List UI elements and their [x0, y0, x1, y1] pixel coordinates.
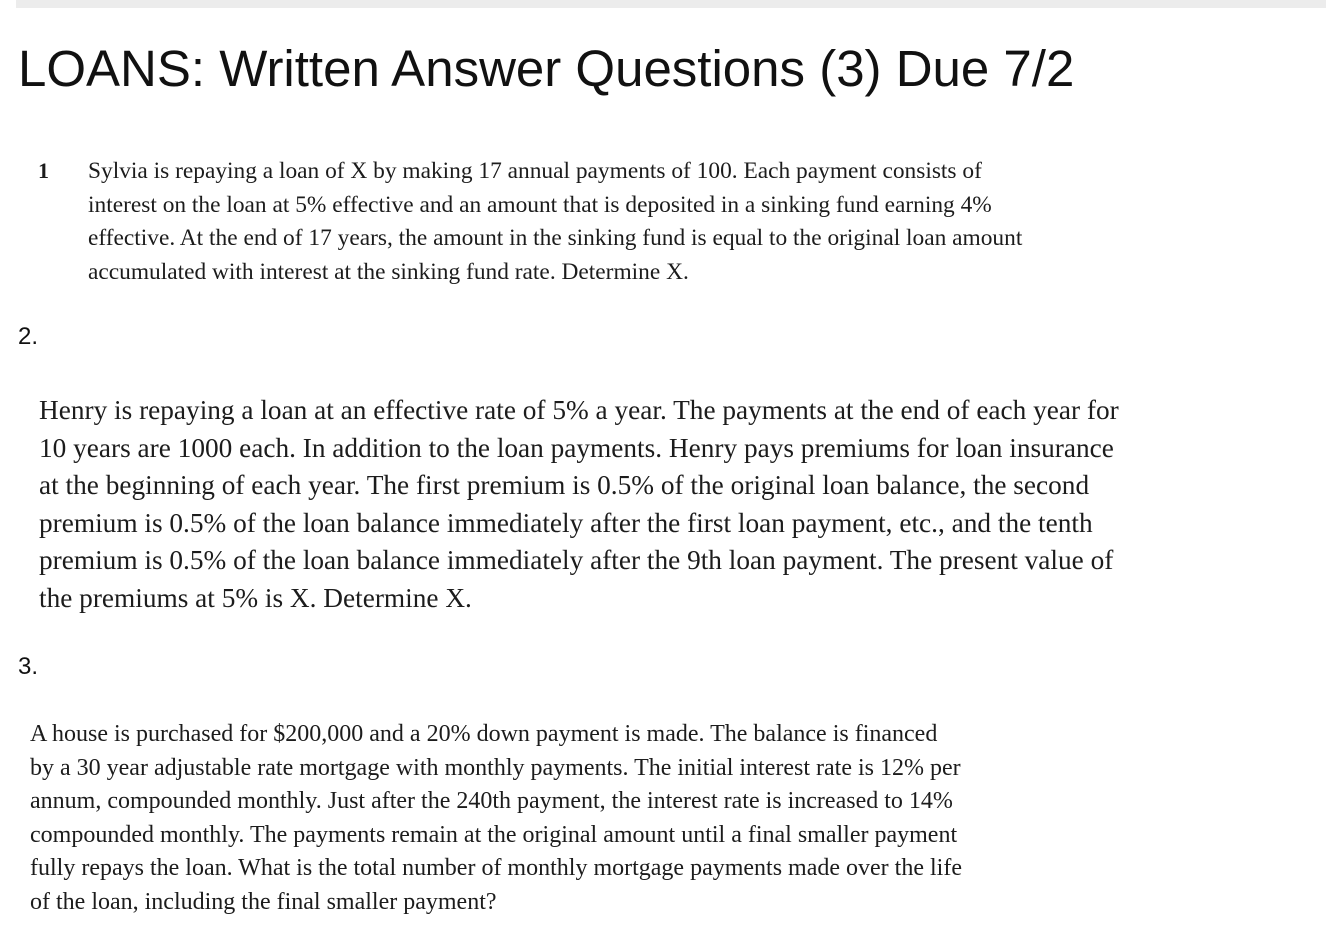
question-2-line: premium is 0.5% of the loan balance immediately after the first loan payment, etc., and the tenth	[39, 507, 1093, 538]
question-3-line: of the loan, including the final smaller payment?	[30, 888, 497, 915]
question-2-line: Henry is repaying a loan at an effective rate of 5% a year. The payments at the end of each year for	[39, 395, 1119, 425]
question-3-line: compounded monthly. The payments remain at the original amount until a final smaller payment	[30, 821, 958, 848]
question-3-line: A house is purchased for $200,000 and a 20% down payment is made. The balance is financed	[30, 721, 938, 747]
question-3-number: 3.	[18, 653, 39, 680]
question-1-text	[88, 155, 1022, 290]
question-3-text	[30, 718, 962, 919]
question-1-line: effective. At the end of 17 years, the amount in the sinking fund is equal to the original loan amount	[88, 225, 1023, 252]
question-3-line: fully repays the loan. What is the total number of monthly mortgage payments made over the life	[30, 855, 962, 881]
top-divider-bar	[16, 0, 1326, 8]
question-2-line: 10 years are 1000 each. In addition to the loan payments. Henry pays premiums for loan insurance	[39, 432, 1114, 463]
question-1-line: Sylvia is repaying a loan of X by making 17 annual payments of 100. Each payment consists of	[88, 158, 982, 184]
question-3-line: by a 30 year adjustable rate mortgage with monthly payments. The initial interest rate is 12% per	[30, 754, 961, 781]
question-1-number: 1	[38, 158, 49, 183]
question-2-line: at the beginning of each year. The first premium is 0.5% of the original loan balance, the second	[39, 470, 1090, 501]
page-title: LOANS: Written Answer Questions (3) Due 7/2	[18, 40, 1075, 97]
question-2-text	[39, 392, 1119, 618]
question-2-number: 2.	[18, 323, 39, 350]
question-1-line: accumulated with interest at the sinking fund rate. Determine X.	[88, 259, 689, 286]
question-2-line: the premiums at 5% is X. Determine X.	[39, 582, 472, 613]
question-2-line: premium is 0.5% of the loan balance immediately after the 9th loan payment. The present value of	[39, 545, 1114, 576]
question-1-line: interest on the loan at 5% effective and an amount that is deposited in a sinking fund earning 4%	[88, 191, 992, 218]
question-3-line: annum, compounded monthly. Just after the 240th payment, the interest rate is increased to 14%	[30, 788, 953, 814]
